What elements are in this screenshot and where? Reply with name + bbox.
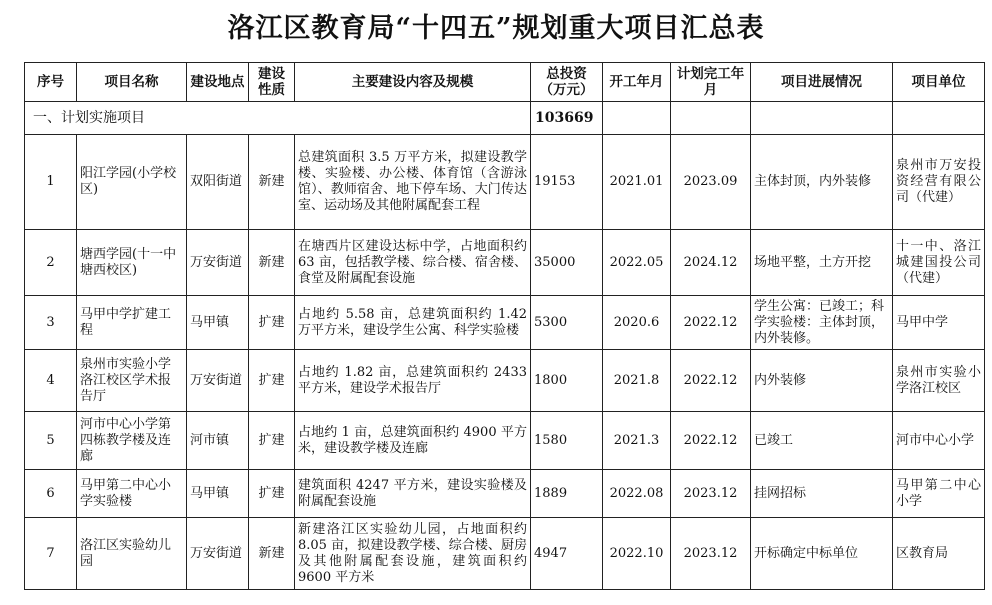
cell-progress: 场地平整，土方开挖 (751, 230, 893, 296)
table-row (25, 412, 985, 470)
header-unit: 项目单位 (893, 63, 985, 102)
cell-start: 2020.6 (603, 296, 671, 350)
table-row (25, 350, 985, 412)
cell-start: 2022.10 (603, 518, 671, 590)
cell-unit: 马甲第二中心小学 (893, 470, 985, 518)
cell-investment: 35000 (531, 230, 603, 296)
cell-location: 马甲镇 (187, 296, 249, 350)
cell-nature: 新建 (249, 230, 295, 296)
cell-unit: 泉州市万安投资经营有限公司（代建） (893, 135, 985, 230)
cell-end: 2022.12 (671, 350, 751, 412)
table-row (25, 296, 985, 350)
cell-seq: 1 (25, 135, 77, 230)
cell-location: 万安街道 (187, 518, 249, 590)
cell-progress: 已竣工 (751, 412, 893, 470)
header-nature: 建设性质 (249, 63, 295, 102)
page-title: 洛江区教育局“十四五”规划重大项目汇总表 (227, 13, 765, 44)
cell-name: 河市中心小学第四栋教学楼及连廊 (77, 412, 187, 470)
cell-content: 在塘西片区建设达标中学，占地面积约 63 亩，包括教学楼、综合楼、宿舍楼、食堂及附属配套设施 (295, 230, 531, 296)
cell-progress: 内外装修 (751, 350, 893, 412)
cell-progress: 挂网招标 (751, 470, 893, 518)
cell-end: 2023.12 (671, 470, 751, 518)
cell-end: 2023.09 (671, 135, 751, 230)
cell-location: 万安街道 (187, 350, 249, 412)
cell-investment: 5300 (531, 296, 603, 350)
cell-nature: 扩建 (249, 412, 295, 470)
cell-progress: 学生公寓：已竣工；科学实验楼：主体封顶，内外装修。 (751, 296, 893, 350)
cell-end: 2024.12 (671, 230, 751, 296)
cell-location: 双阳街道 (187, 135, 249, 230)
cell-nature: 新建 (249, 518, 295, 590)
cell-nature: 新建 (249, 135, 295, 230)
cell-name: 马甲第二中心小学实验楼 (77, 470, 187, 518)
table-row (25, 470, 985, 518)
cell-content: 占地约 5.58 亩，总建筑面积约 1.42 万平方米，建设学生公寓、科学实验楼 (295, 296, 531, 350)
cell-content: 建筑面积 4247 平方米，建设实验楼及附属配套设施 (295, 470, 531, 518)
cell-content: 新建洛江区实验幼儿园，占地面积约 8.05 亩，拟建设教学楼、综合楼、厨房及其他附属配套设施，建筑面积约 9600 平方米 (295, 518, 531, 590)
cell-start: 2022.08 (603, 470, 671, 518)
cell-content: 总建筑面积 3.5 万平方米，拟建设教学楼、实验楼、办公楼、体育馆（含游泳馆）、教师宿舍、地下停车场、大门传达室、运动场及其他附属配套工程 (295, 135, 531, 230)
section-row (25, 102, 985, 135)
cell-location: 河市镇 (187, 412, 249, 470)
cell-start: 2021.3 (603, 412, 671, 470)
cell-name: 马甲中学扩建工程 (77, 296, 187, 350)
cell-name: 阳江学园(小学校区) (77, 135, 187, 230)
table-header-row (25, 63, 985, 102)
cell-end: 2023.12 (671, 518, 751, 590)
cell-investment: 1580 (531, 412, 603, 470)
cell-seq: 3 (25, 296, 77, 350)
cell-progress: 开标确定中标单位 (751, 518, 893, 590)
cell-unit: 十一中、洛江城建国投公司（代建） (893, 230, 985, 296)
header-end: 计划完工年月 (671, 63, 751, 102)
cell-location: 万安街道 (187, 230, 249, 296)
header-progress: 项目进展情况 (751, 63, 893, 102)
header-investment: 总投资（万元） (531, 63, 603, 102)
header-seq: 序号 (25, 63, 77, 102)
cell-end: 2022.12 (671, 412, 751, 470)
cell-nature: 扩建 (249, 296, 295, 350)
table-row (25, 518, 985, 590)
cell-start: 2021.8 (603, 350, 671, 412)
cell-progress: 主体封顶，内外装修 (751, 135, 893, 230)
cell-name: 泉州市实验小学洛江校区学术报告厅 (77, 350, 187, 412)
cell-nature: 扩建 (249, 470, 295, 518)
cell-start: 2021.01 (603, 135, 671, 230)
cell-unit: 区教育局 (893, 518, 985, 590)
cell-unit: 马甲中学 (893, 296, 985, 350)
header-start: 开工年月 (603, 63, 671, 102)
cell-end: 2022.12 (671, 296, 751, 350)
section-name: 一、计划实施项目 (25, 102, 531, 135)
cell-investment: 19153 (531, 135, 603, 230)
cell-seq: 4 (25, 350, 77, 412)
cell-name: 洛江区实验幼儿园 (77, 518, 187, 590)
cell-name: 塘西学园(十一中塘西校区) (77, 230, 187, 296)
cell-location: 马甲镇 (187, 470, 249, 518)
cell-investment: 4947 (531, 518, 603, 590)
cell-unit: 河市中心小学 (893, 412, 985, 470)
cell-nature: 扩建 (249, 350, 295, 412)
cell-content: 占地约 1 亩，总建筑面积约 4900 平方米，建设教学楼及连廊 (295, 412, 531, 470)
cell-content: 占地约 1.82 亩，总建筑面积约 2433 平方米，建设学术报告厅 (295, 350, 531, 412)
section-total: 103669 (531, 102, 603, 135)
cell-seq: 7 (25, 518, 77, 590)
cell-seq: 6 (25, 470, 77, 518)
table-row (25, 230, 985, 296)
cell-investment: 1800 (531, 350, 603, 412)
cell-seq: 5 (25, 412, 77, 470)
header-content: 主要建设内容及规模 (295, 63, 531, 102)
header-location: 建设地点 (187, 63, 249, 102)
cell-start: 2022.05 (603, 230, 671, 296)
cell-unit: 泉州市实验小学洛江校区 (893, 350, 985, 412)
cell-investment: 1889 (531, 470, 603, 518)
cell-seq: 2 (25, 230, 77, 296)
table-row (25, 135, 985, 230)
header-name: 项目名称 (77, 63, 187, 102)
project-table (24, 62, 985, 590)
